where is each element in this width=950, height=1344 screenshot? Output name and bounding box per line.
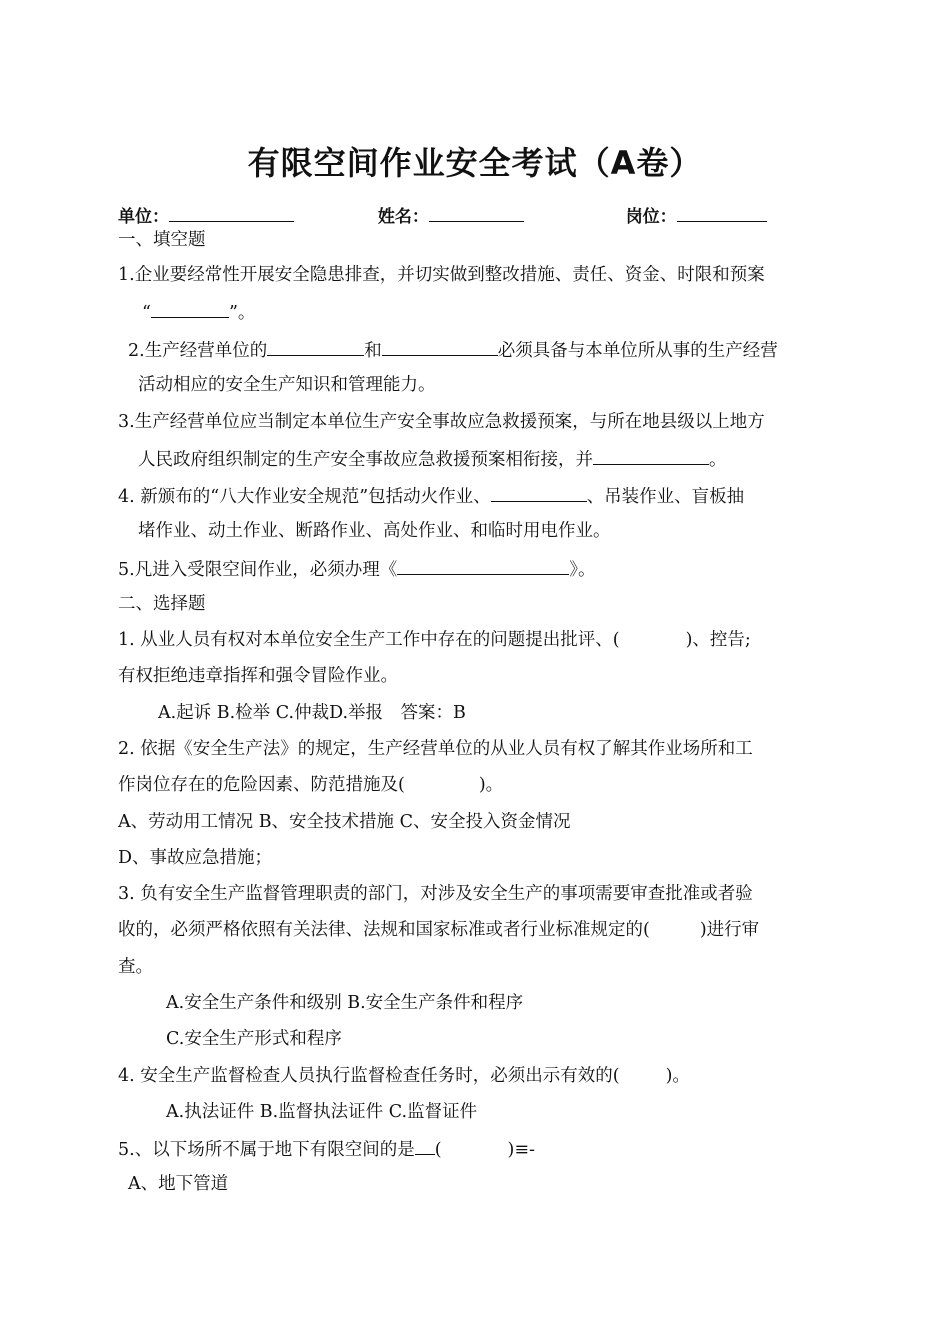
section2-heading: 二、选择题 [118, 594, 206, 614]
s2-q3-text-a: 收的，必须严格依照有关法律、法规和国家标准或者行业标准规定的( [118, 920, 650, 940]
s1-q3-text-b: 。 [709, 450, 727, 470]
s1-q5-text-a: 5.凡进入受限空间作业，必须办理《 [118, 560, 398, 580]
info-row [118, 203, 767, 229]
unit-label: 单位： [118, 207, 169, 227]
s1-q5-line1 [118, 556, 595, 582]
s1-q1-line2 [142, 299, 255, 325]
s1-q4-blank[interactable] [491, 483, 587, 502]
s2-q2-line2 [118, 773, 503, 797]
s2-q1-line1 [118, 628, 751, 652]
s2-q5-text-c: )≡- [507, 1140, 535, 1160]
s1-q3-blank[interactable] [593, 446, 709, 465]
s2-q3-line1: 3. 负有安全生产监督管理职责的部门，对涉及安全生产的事项需要审查批准或者验 [118, 884, 753, 904]
s1-q5-text-b: 》。 [569, 560, 596, 580]
s1-q2-blank-2[interactable] [382, 337, 498, 356]
s1-q2-text-a: 2.生产经营单位的 [128, 341, 268, 361]
s1-q3-line2 [138, 446, 727, 472]
s2-q3-line2 [118, 918, 759, 942]
s2-q4-text-b: )。 [665, 1066, 690, 1086]
s1-q4-line1 [118, 483, 744, 509]
s2-q1-text-b: )、控告; [685, 630, 751, 650]
s2-q1-text-a: 1. 从业人员有权对本单位安全生产工作中存在的问题提出批评、( [118, 630, 620, 650]
s1-q4-text-b: 、吊装作业、盲板抽 [586, 487, 745, 507]
name-blank[interactable] [429, 203, 524, 222]
s1-q2-line2: 活动相应的安全生产知识和管理能力。 [138, 375, 436, 395]
s2-q3-text-b: )进行审 [699, 920, 760, 940]
section1-heading: 一、填空题 [118, 230, 206, 250]
s2-q4-text-a: 4. 安全生产监督检查人员执行监督检查任务时，必须出示有效的( [118, 1066, 620, 1086]
s2-q2-text-a: 作岗位存在的危险因素、防范措施及( [118, 775, 405, 795]
s1-q5-blank[interactable] [397, 556, 569, 575]
s1-q3-text-a: 人民政府组织制定的生产安全事故应急救援预案相衔接，并 [138, 450, 593, 470]
name-label: 姓名： [377, 207, 429, 227]
s2-q5-options: A、地下管道 [128, 1174, 229, 1194]
page-title: 有限空间作业安全考试（A卷） [247, 144, 703, 182]
s2-q2-line1: 2. 依据《安全生产法》的规定，生产经营单位的从业人员有权了解其作业场所和工 [118, 739, 753, 759]
s1-q2-blank-1[interactable] [267, 337, 364, 356]
s1-q1-blank[interactable] [151, 299, 229, 318]
s2-q2-options1: A、劳动用工情况 B、安全技术措施 C、安全投入资金情况 [118, 812, 571, 832]
s2-q5-text-a: 5.、以下场所不属于地下有限空间的是 [118, 1140, 415, 1160]
s2-q1-line2: 有权拒绝违章指挥和强令冒险作业。 [118, 666, 398, 686]
s2-q2-text-b: )。 [478, 775, 504, 795]
s1-q2-text-b: 和 [364, 341, 382, 361]
post-label: 岗位： [625, 207, 677, 227]
post-blank[interactable] [677, 203, 767, 222]
s1-q3-line1: 3.生产经营单位应当制定本单位生产安全事故应急救援预案，与所在地县级以上地方 [118, 412, 765, 432]
s2-q5-line1 [118, 1136, 535, 1162]
s2-q1-options: A.起诉 B.检举 C.仲裁D.举报 答案：B [158, 703, 466, 723]
s1-q1-line1: 1.企业要经常性开展安全隐患排查，并切实做到整改措施、责任、资金、时限和预案 [118, 265, 765, 285]
s2-q3-line3: 查。 [118, 957, 153, 977]
s2-q3-options2: C.安全生产形式和程序 [166, 1029, 342, 1049]
s2-q2-options2: D、事故应急措施； [118, 848, 273, 868]
s1-q1-close-quote: ”。 [228, 303, 256, 323]
s1-q2-line1 [128, 337, 778, 363]
s2-q3-options1: A.安全生产条件和级别 B.安全生产条件和程序 [166, 993, 524, 1013]
s1-q2-text-c: 必须具备与本单位所从事的生产经营 [497, 341, 778, 361]
s2-q4-line1 [118, 1064, 690, 1088]
s2-q4-options: A.执法证件 B.监督执法证件 C.监督证件 [166, 1102, 478, 1122]
s2-q5-open-paren: ( [434, 1140, 442, 1160]
s2-q5-blank[interactable] [415, 1136, 435, 1155]
unit-blank[interactable] [169, 203, 294, 222]
s1-q1-open-quote: “ [142, 303, 151, 323]
s1-q4-text-a: 4. 新颁布的“八大作业安全规范”包括动火作业、 [118, 487, 491, 507]
s1-q4-line2: 堵作业、动土作业、断路作业、高处作业、和临时用电作业。 [138, 521, 611, 541]
